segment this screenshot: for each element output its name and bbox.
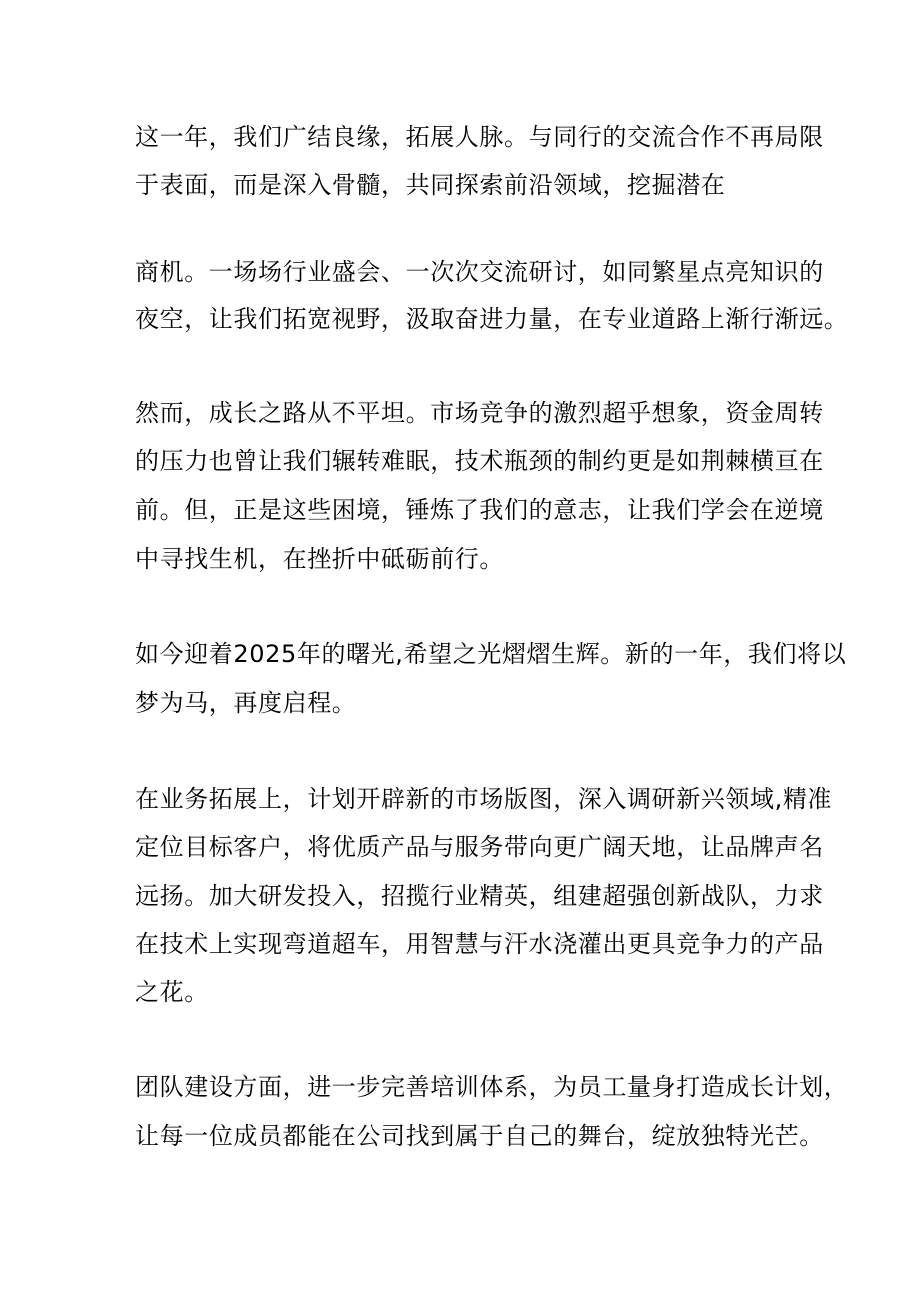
paragraph-4-line-1: 如今迎着2025年的曙光,希望之光熠熠生辉。新的一年，我们将以 bbox=[135, 640, 847, 668]
paragraph-5-line-3: 远扬。加大研发投入，招揽行业精英，组建超强创新战队，力求 bbox=[135, 882, 824, 910]
paragraph-1-line-1: 这一年，我们广结良缘，拓展人脉。与同行的交流合作不再局限 bbox=[135, 123, 824, 151]
paragraph-3-line-4: 中寻找生机，在挫折中砥砺前行。 bbox=[135, 545, 504, 573]
paragraph-3-line-1: 然而，成长之路从不平坦。市场竞争的激烈超乎想象，资金周转 bbox=[135, 399, 824, 427]
paragraph-3-line-3: 前。但，正是这些困境，锤炼了我们的意志，让我们学会在逆境 bbox=[135, 496, 824, 524]
paragraph-3-line-2: 的压力也曾让我们辗转难眠，技术瓶颈的制约更是如荆棘横亘在 bbox=[135, 447, 824, 475]
paragraph-2-line-1: 商机。一场场行业盛会、一次次交流研讨，如同繁星点亮知识的 bbox=[135, 258, 824, 286]
paragraph-2-line-2: 夜空，让我们拓宽视野，汲取奋进力量，在专业道路上渐行渐远。 bbox=[135, 305, 849, 333]
paragraph-4-line-2: 梦为马，再度启程。 bbox=[135, 689, 357, 717]
paragraph-5-line-1: 在业务拓展上，计划开辟新的市场版图，深入调研新兴领域,精准 bbox=[135, 785, 833, 813]
paragraph-5-line-2: 定位目标客户，将优质产品与服务带向更广阔天地，让品牌声名 bbox=[135, 833, 824, 861]
paragraph-6-line-2: 让每一位成员都能在公司找到属于自己的舞台，绽放独特光芒。 bbox=[135, 1122, 824, 1150]
paragraph-6-line-1: 团队建设方面，进一步完善培训体系，为员工量身打造成长计划， bbox=[135, 1073, 849, 1101]
paragraph-5-line-5: 之花。 bbox=[135, 978, 209, 1006]
paragraph-5-line-4: 在技术上实现弯道超车，用智慧与汗水浇灌出更具竞争力的产品 bbox=[135, 930, 824, 958]
paragraph-1-line-2: 于表面，而是深入骨髓，共同探索前沿领域，挖掘潜在 bbox=[135, 171, 726, 199]
